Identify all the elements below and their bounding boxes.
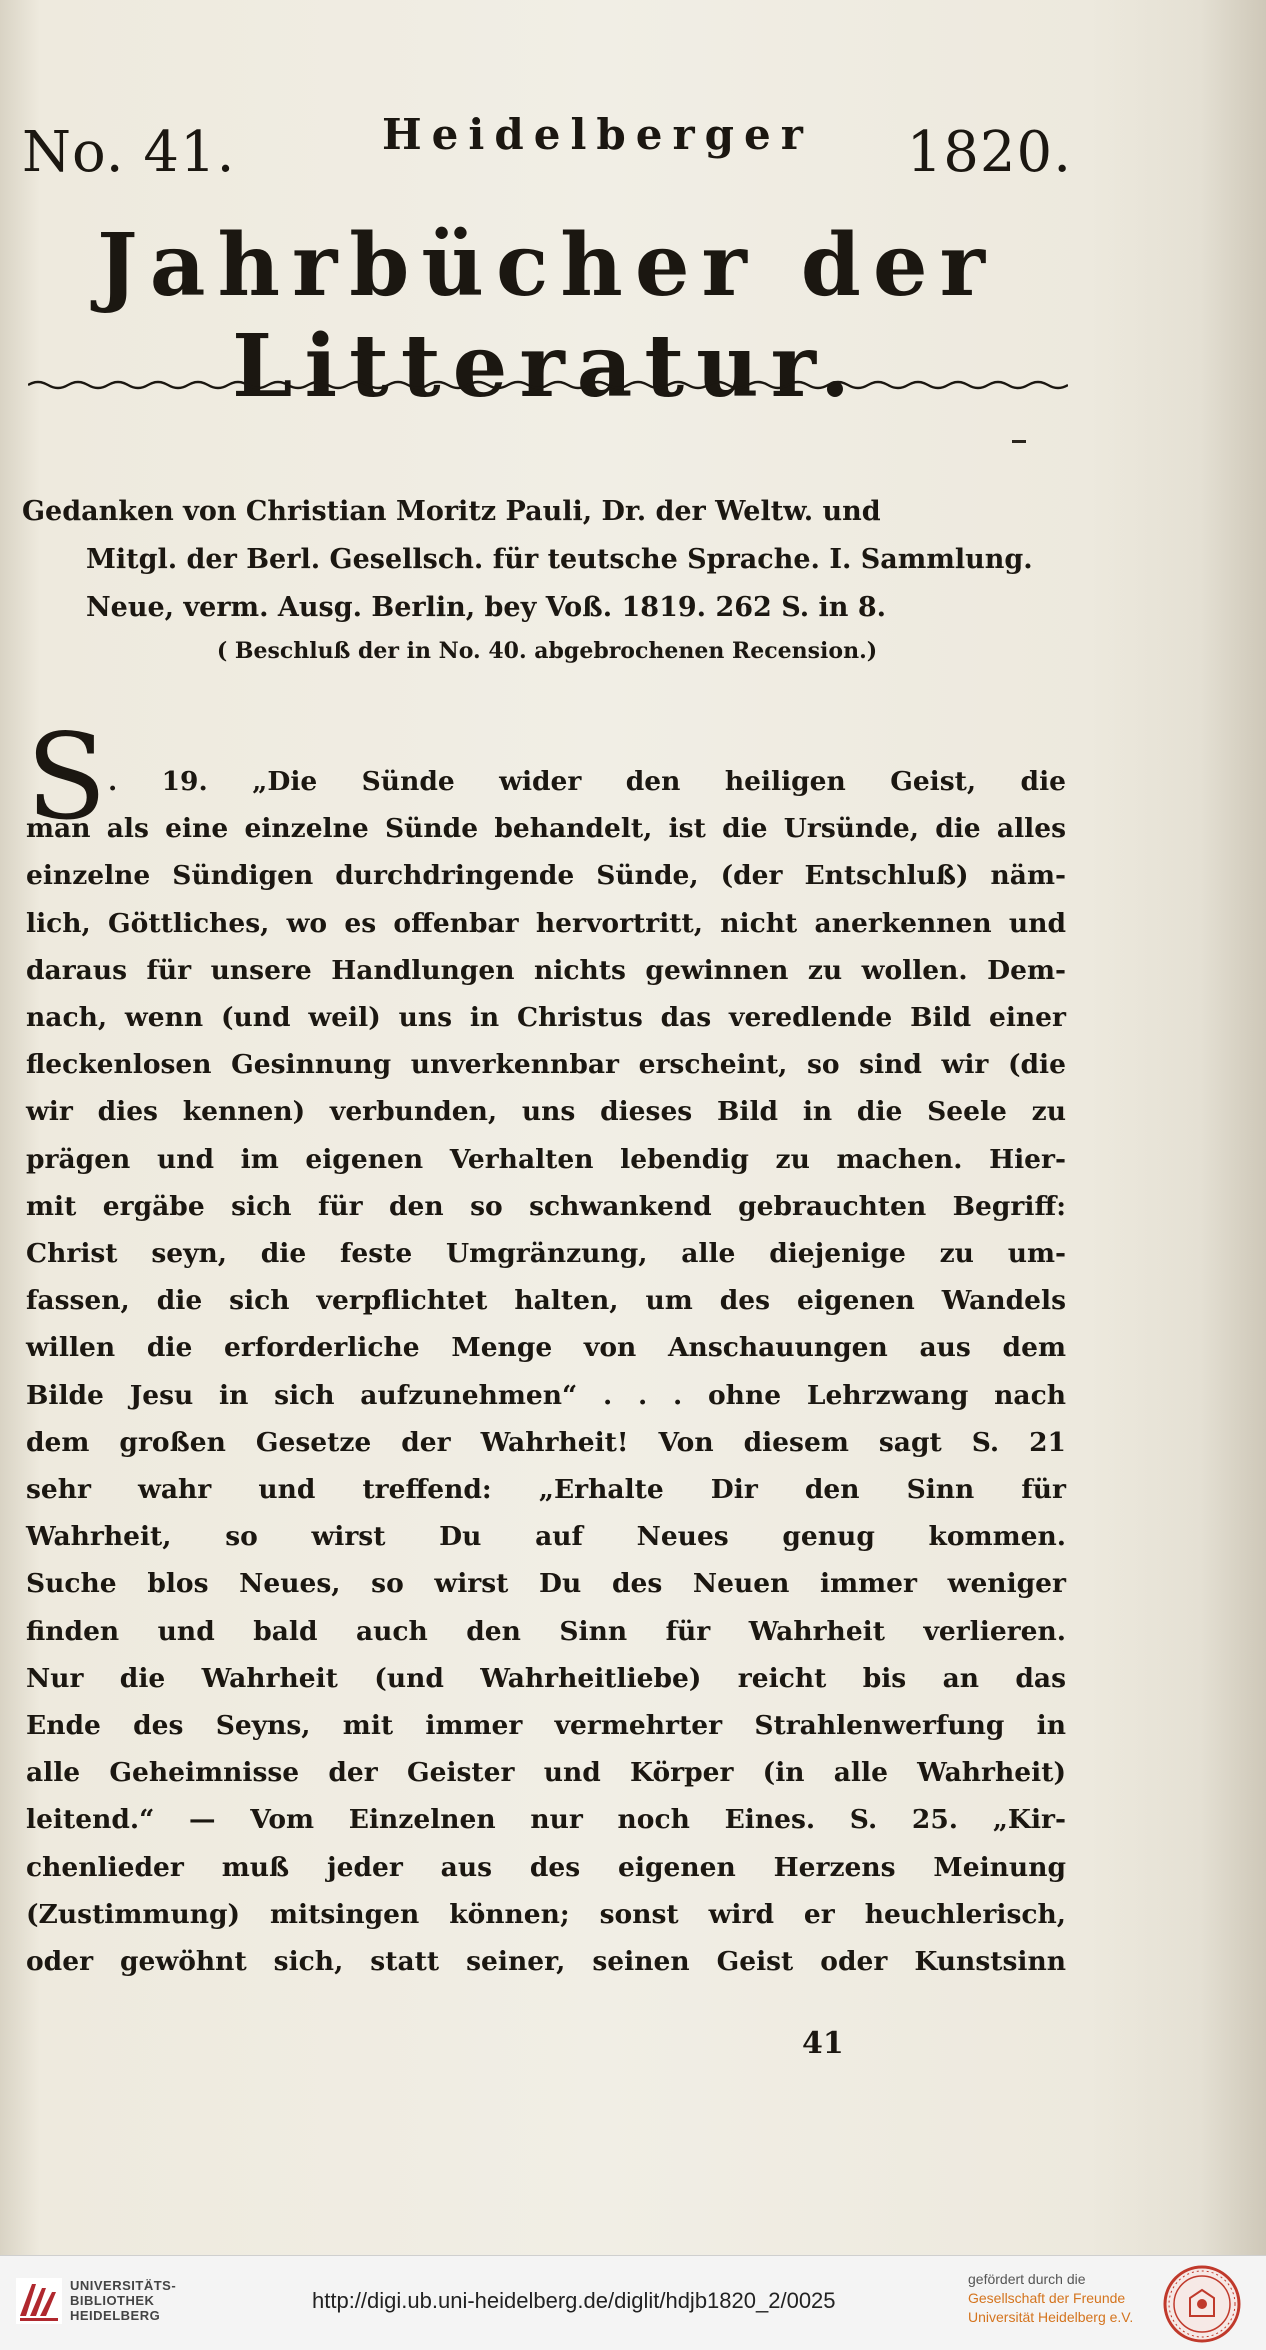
body-line: lich, Göttliches, wo es offenbar hervortritt, nicht anerkennen und <box>26 907 1066 939</box>
body-line: Ende des Seyns, mit immer vermehrter Strahlenwerfung in <box>26 1710 1066 1742</box>
body-line: Nur die Wahrheit (und Wahrheitliebe) reicht bis an das <box>26 1662 1066 1694</box>
journal-name-top: Heidelberger <box>382 110 813 159</box>
journal-title: Jahrbücher der Litteratur. <box>97 215 997 417</box>
library-name-line: UNIVERSITÄTS- <box>70 2278 177 2293</box>
body-text <box>26 758 1066 1985</box>
body-line: willen die erforderliche Menge von Anschauungen aus dem <box>26 1332 1066 1364</box>
body-line: finden und bald auch den Sinn für Wahrheit verlieren. <box>26 1615 1066 1647</box>
body-line: dem großen Gesetze der Wahrheit! Von diesem sagt S. 21 <box>26 1426 1066 1458</box>
review-header-line: Gedanken von Christian Moritz Pauli, Dr. der Weltw. und <box>22 496 881 527</box>
body-line: Suche blos Neues, so wirst Du des Neuen immer weniger <box>26 1568 1066 1600</box>
drop-cap: S <box>26 708 107 846</box>
review-header <box>22 488 1072 632</box>
body-line: alle Geheimnisse der Geister und Körper (in alle Wahrheit) <box>26 1757 1066 1789</box>
body-line: Christ seyn, die feste Umgränzung, alle diejenige zu um- <box>26 1238 1066 1270</box>
body-line: wir dies kennen) verbunden, uns dieses Bild in die Seele zu <box>26 1096 1066 1128</box>
review-header-line: Neue, verm. Ausg. Berlin, bey Voß. 1819. 262 S. in 8. <box>86 592 887 623</box>
masthead <box>22 110 1072 200</box>
decorative-wavy-rule <box>28 378 1068 392</box>
body-line: fassen, die sich verpflichtet halten, um des eigenen Wandels <box>26 1285 1066 1317</box>
review-header-line: Mitgl. der Berl. Gesellsch. für teutsche Sprache. I. Sammlung. <box>86 544 1033 575</box>
sponsor-org-line: Universität Heidelberg e.V. <box>968 2309 1134 2325</box>
body-line: leitend.“ — Vom Einzelnen nur noch Eines. S. 25. „Kir- <box>26 1804 1066 1836</box>
body-line: daraus für unsere Handlungen nichts gewinnen zu wollen. Dem- <box>26 954 1066 986</box>
issue-year: 1820. <box>906 120 1072 185</box>
university-seal-icon[interactable] <box>1162 2264 1242 2344</box>
ink-mark <box>1012 440 1026 443</box>
body-line: . 19. „Die Sünde wider den heiligen Geist, die <box>108 766 1066 797</box>
library-name[interactable] <box>70 2278 176 2323</box>
permalink-url[interactable]: http://digi.ub.uni-heidelberg.de/diglit/hdjb1820_2/0025 <box>312 2288 836 2313</box>
page-edge-shadow <box>1090 0 1266 2255</box>
sponsor-label: gefördert durch die <box>968 2271 1086 2287</box>
sponsor-credit[interactable] <box>968 2270 1133 2327</box>
issue-number: No. 41. <box>22 120 236 185</box>
viewer-footer <box>0 2255 1266 2350</box>
library-logo-icon[interactable] <box>14 2276 64 2326</box>
body-line: Wahrheit, so wirst Du auf Neues genug kommen. <box>26 1521 1066 1553</box>
library-name-line: HEIDELBERG <box>70 2308 161 2323</box>
body-line: sehr wahr und treffend: „Erhalte Dir den Sinn für <box>26 1474 1066 1506</box>
body-line: Bilde Jesu in sich aufzunehmen“ . . . ohne Lehrzwang nach <box>26 1379 1066 1411</box>
body-line: nach, wenn (und weil) uns in Christus das veredlende Bild einer <box>26 1002 1066 1034</box>
library-name-line: BIBLIOTHEK <box>70 2293 155 2308</box>
body-line: prägen und im eigenen Verhalten lebendig zu machen. Hier- <box>26 1143 1066 1175</box>
continuation-note: ( Beschluß der in No. 40. abgebrochenen Recension.) <box>216 638 878 664</box>
body-line: (Zustimmung) mitsingen können; sonst wird er heuchlerisch, <box>26 1898 1066 1930</box>
sponsor-org-line: Gesellschaft der Freunde <box>968 2290 1126 2306</box>
body-line: fleckenlosen Gesinnung unverkennbar erscheint, so sind wir (die <box>26 1049 1066 1081</box>
body-line: man als eine einzelne Sünde behandelt, ist die Ursünde, die alles <box>26 813 1066 845</box>
body-line: mit ergäbe sich für den so schwankend gebrauchten Begriff: <box>26 1190 1066 1222</box>
signature-mark: 41 <box>802 2026 844 2061</box>
body-line: oder gewöhnt sich, statt seiner, seinen Geist oder Kunstsinn <box>26 1946 1066 1978</box>
body-line: einzelne Sündigen durchdringende Sünde, (der Entschluß) näm- <box>26 860 1066 892</box>
body-line: chenlieder muß jeder aus des eigenen Herzens Meinung <box>26 1851 1066 1883</box>
